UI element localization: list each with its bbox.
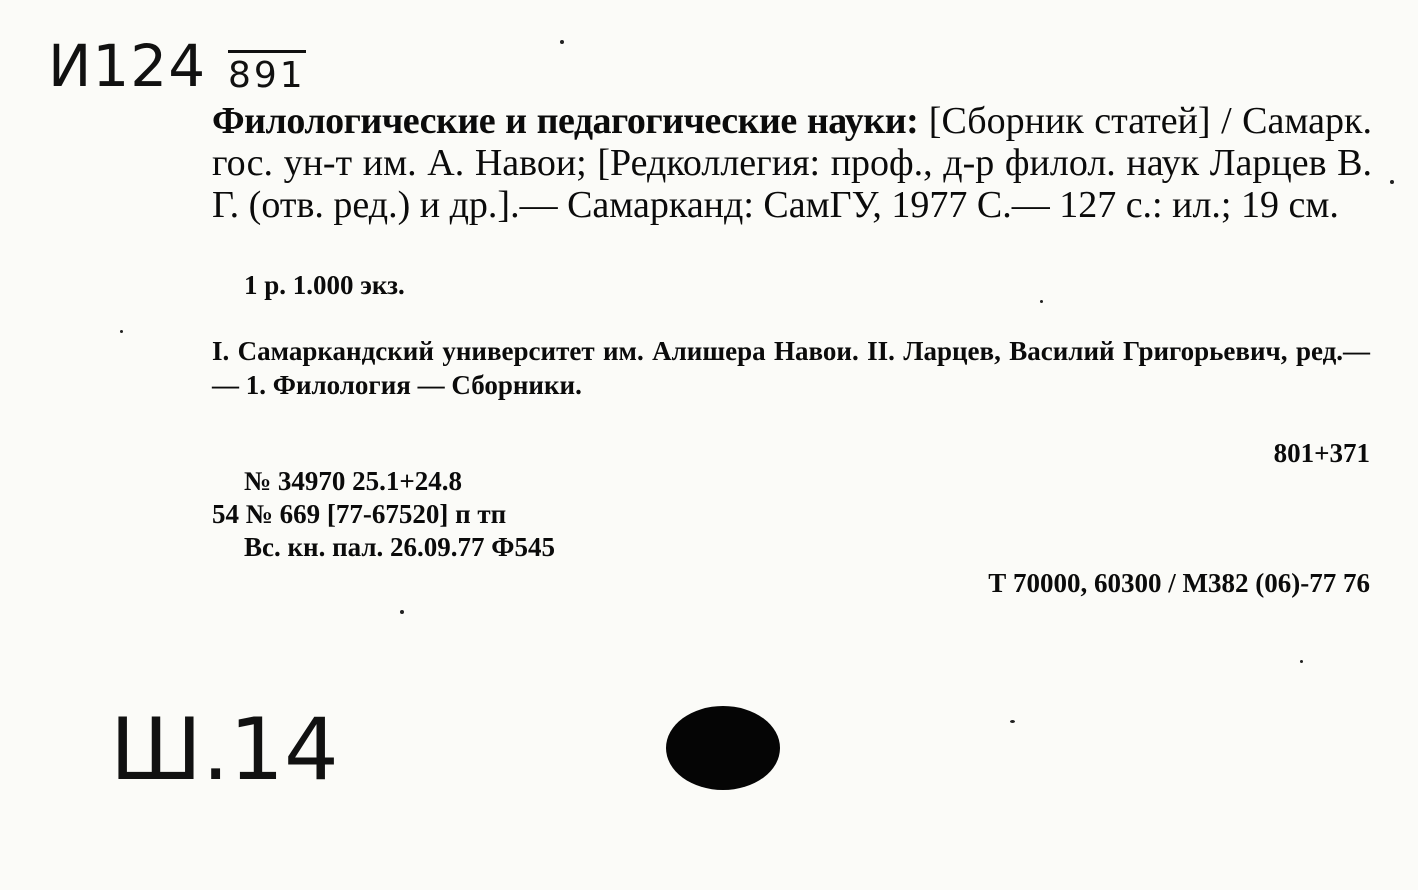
record-line-3: Вс. кн. пал. 26.09.77 Ф545 [244,532,555,562]
bibliographic-entry [212,100,1372,226]
dust-speck [1010,720,1015,723]
dust-speck [1040,300,1043,303]
subject-headings: I. Самаркандский университет им. Алишера Навои. II. Ларцев, Василий Григорьевич, ред.— — 1. Филология — Сборники. [212,336,1370,400]
dust-speck [1300,660,1303,663]
handwritten-shelf-mark: Ш.14 [110,700,339,800]
dust-speck [1390,180,1394,184]
handwritten-call-number-super: 891 [228,50,306,96]
dust-speck [560,40,564,44]
dust-speck [120,330,123,333]
entry-title: Филологические и педагогические науки: [212,100,919,142]
record-line-1: № 34970 25.1+24.8 [244,466,463,496]
card-punch-hole [666,706,780,790]
dust-speck [400,610,404,614]
publisher-code: Т 70000, 60300 / М382 (06)-77 76 [988,568,1370,598]
classification-number: 801+371 [1273,438,1370,468]
handwritten-call-number: И124 [48,32,207,100]
record-line-2: 54 № 669 [77-67520] п тп [212,499,507,529]
price-edition-line: 1 р. 1.000 экз. [244,270,405,300]
entry-body: [Сборник статей] / Самарк. гос. ун-т им. А. Навои; [Редколлегия: проф., д-р филол. наук Ларцев В. Г. (отв. ред.) и др.].— Самарканд: СамГУ, 1977 С.— 127 с.: ил.; 19 см. [212,100,1373,226]
